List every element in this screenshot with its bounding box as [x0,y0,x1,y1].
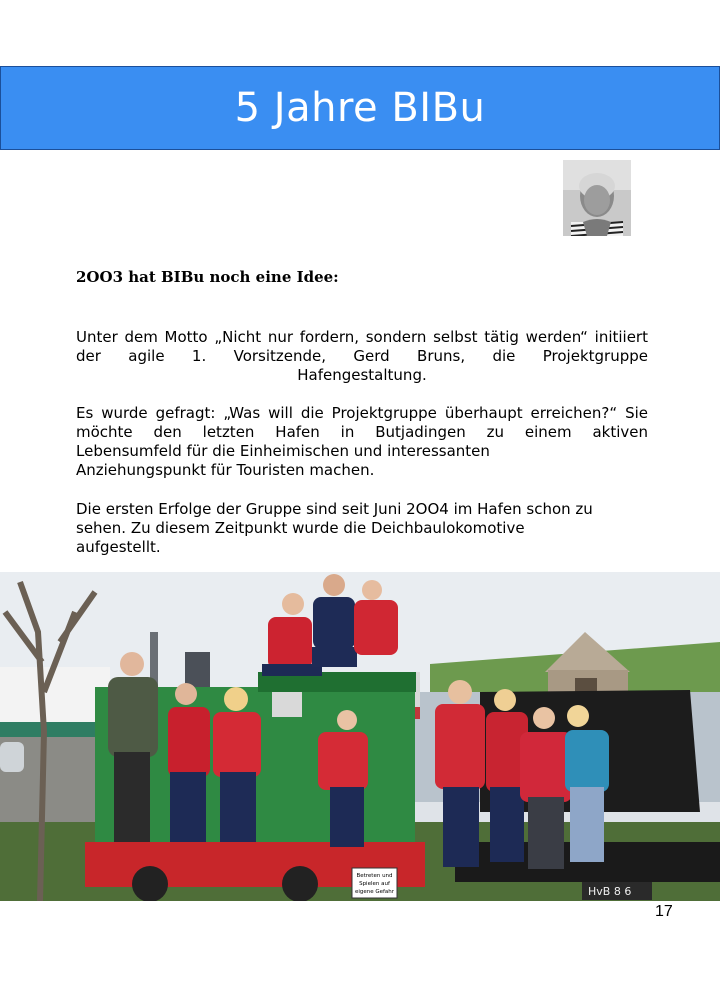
wagon-plate: HvB 8 6 [588,885,632,898]
sign-line-1: Betreten und [356,873,393,879]
paragraph-question-text: Es wurde gefragt: „Was will die Projektgruppe überhaupt erreichen?“ Sie möchte den letzten Hafen in Butjadingen zu einem aktiven [76,404,648,441]
paragraph-question-line-4: Anziehungspunkt für Touristen machen. [76,461,375,479]
paragraph-success-line-1: Die ersten Erfolge der Gruppe sind seit Juni 2OO4 im Hafen schon zu [76,500,593,518]
paragraph-success-line-3: aufgestellt. [76,538,161,556]
paragraph-motto [76,328,648,385]
sign-line-2: Spielen auf [359,881,390,887]
paragraph-question [76,404,648,480]
paragraph-motto-text: Unter dem Motto „Nicht nur fordern, sondern selbst tätig werden“ initiiert der agile 1. Vorsitzende, Gerd Bruns, die Projektgruppe [76,328,648,365]
title-banner [0,66,720,150]
sign-line-3: eigene Gefahr [354,889,395,895]
paragraph-success [76,500,648,557]
paragraph-question-line-3: Lebensumfeld für die Einheimischen und interessanten [76,442,490,460]
section-heading: 2OO3 hat BIBu noch eine Idee: [76,268,339,286]
paragraph-motto-last-line: Hafengestaltung. [297,366,427,384]
paragraph-success-line-2: sehen. Zu diesem Zeitpunkt wurde die Deichbaulokomotive [76,519,525,537]
portrait-photo [563,160,631,236]
group-photo [0,572,720,901]
page-title: 5 Jahre BIBu [234,85,486,131]
page-number: 17 [655,903,673,920]
